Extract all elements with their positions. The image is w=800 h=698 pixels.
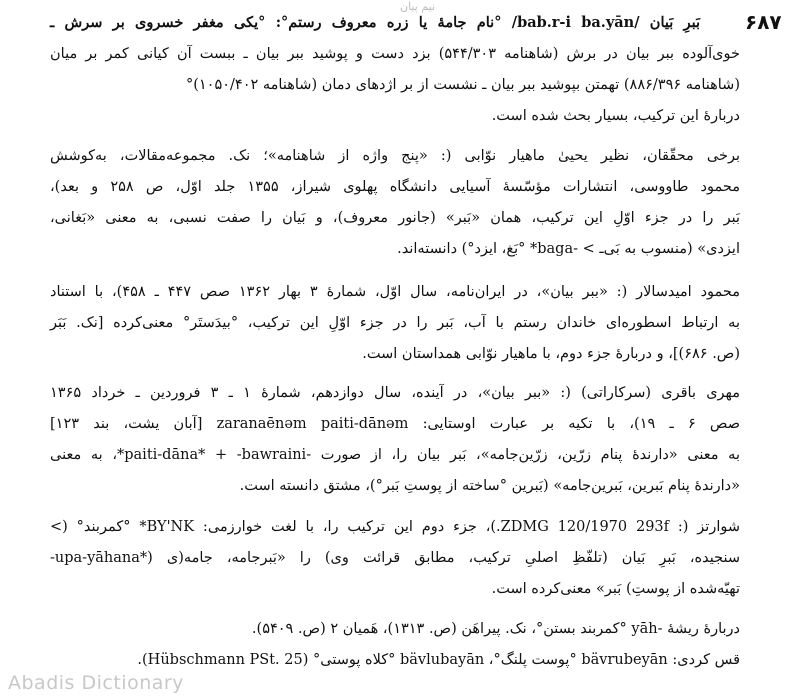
text-line: به ارتباط اسطوره‌ای خاندان رستم با آب، بَبر را در جزء اوّلِ این ترکیب، °بیدَستَر° معنی‌کرده [نک. بَبَر	[50, 315, 740, 331]
text-line: «دارندهٔ پنام بَبرین، بَبرین‌جامه» (بَبرین °ساخته از پوستِ بَبر°)، مشتق دانسته است.	[239, 478, 740, 494]
page-number: ۶۸۷	[745, 10, 782, 34]
text-line: محمود امیدسالار (: «ببر بیان»، در ایران‌نامه، سال اوّل، شمارهٔ ۳ بهار ۱۳۶۲ صص ۴۴۷ ـ ۴۵۸)، با استناد	[50, 284, 741, 300]
text-line: (شاهنامه ۸۸۶/۳۹۶) تهمتن بپوشید ببر بیان ـ نشست از بر اژدهای دمان (شاهنامه ۱۰۵۰/۴۰۲)°	[185, 77, 740, 93]
text-line: صص ۶ ـ ۱۹)، با تکیه بر عبارت اوستایی: zaranaēnəm paiti-dānəm [آبان یشت، بند ۱۲۳]	[50, 416, 741, 432]
text-line: قس کردی: bävrubeyān °پوست پلنگ°، bävlubayān °کلاه پوستی° (Hübschmann PSt. 25).	[137, 652, 740, 668]
text-line: (ص. ۶۸۶)]، و دربارهٔ جزء دوم، با ماهیار نوّابی همداستان است.	[362, 346, 740, 362]
text-line: ایزدی» (منسوب به بَی‌ـ > ‑baga* °بَغ، ایزد°) دانسته‌اند.	[397, 241, 740, 257]
text-line: محمود طاووسی، انتشارات مؤسّسهٔ آسیایی دانشگاه پهلوی شیراز، ۱۳۵۵ جلد اوّل، ص ۲۵۸ و بعد)،	[50, 179, 741, 195]
top-watermark: نیم پیان	[400, 0, 436, 13]
text-line: برخی محقّقان، نظیر یحییٰ ماهیار نوّابی (: «پنج واژه از شاهنامه»؛ نک. مجموعه‌مقالات، به‌کوشش	[50, 148, 740, 164]
text-line: خوی‌آلوده ببر بیان در برش (شاهنامه ۵۴۴/۳۰۳) بزد دست و پوشید ببر بیان ـ ببست آن کیانی کمر بر میان	[50, 46, 740, 62]
text-line: به معنی «دارندهٔ پنام زرّین، زرّین‌جامه»، بَبر بیان را، از صورت ‑paiti-dāna* + ‑bawraini*، به معنی	[50, 447, 740, 463]
text-line: شوارتز (: ZDMG 120/1970 293f.)، جزء دوم این ترکیب را، با لغت خوارزمی: BY'NK* °کمربند° (>	[50, 519, 740, 535]
text-line: مهری باقری (سرکاراتی) (: «ببر بیان»، در آینده، سال دوازدهم، شمارهٔ ۱ ـ ۳ فروردین ـ خرداد ۱۳۶۵	[50, 385, 741, 401]
entry-headword-line: بَبرِ بَیان /bab.r-i ba.yān/ °نام جامهٔ یا زره معروف رستم°: °یکی مغفر خسروی بر سرش ـ	[50, 14, 700, 31]
text-line: تهیّه‌شده از پوستِ) بَبر» معنی‌کرده است.	[491, 581, 740, 597]
text-line: ‑upa-yāhana*) سنجیده، بَبرِ بَیان (تلفّظِ اصلیِ ترکیب، مطابق قرائت وی) را «بَبرجامه، جامه(ی	[50, 550, 740, 566]
text-line: دربارهٔ این ترکیب، بسیار بحث شده است.	[491, 108, 740, 124]
text-line: دربارهٔ ریشهٔ ‑yāh °کمربند بستن°، نک. پیراهَن (ص. ۱۳۱۳)، هَمیان ۲ (ص. ۵۴۰۹).	[251, 621, 740, 637]
site-watermark: Abadis Dictionary	[8, 672, 184, 694]
text-line: بَبر را در جزء اوّلِ این ترکیب، همان «بَبر» (جانور معروف)، و بَیان را صفت نسبی، به معنی «بَغانی،	[50, 210, 740, 226]
